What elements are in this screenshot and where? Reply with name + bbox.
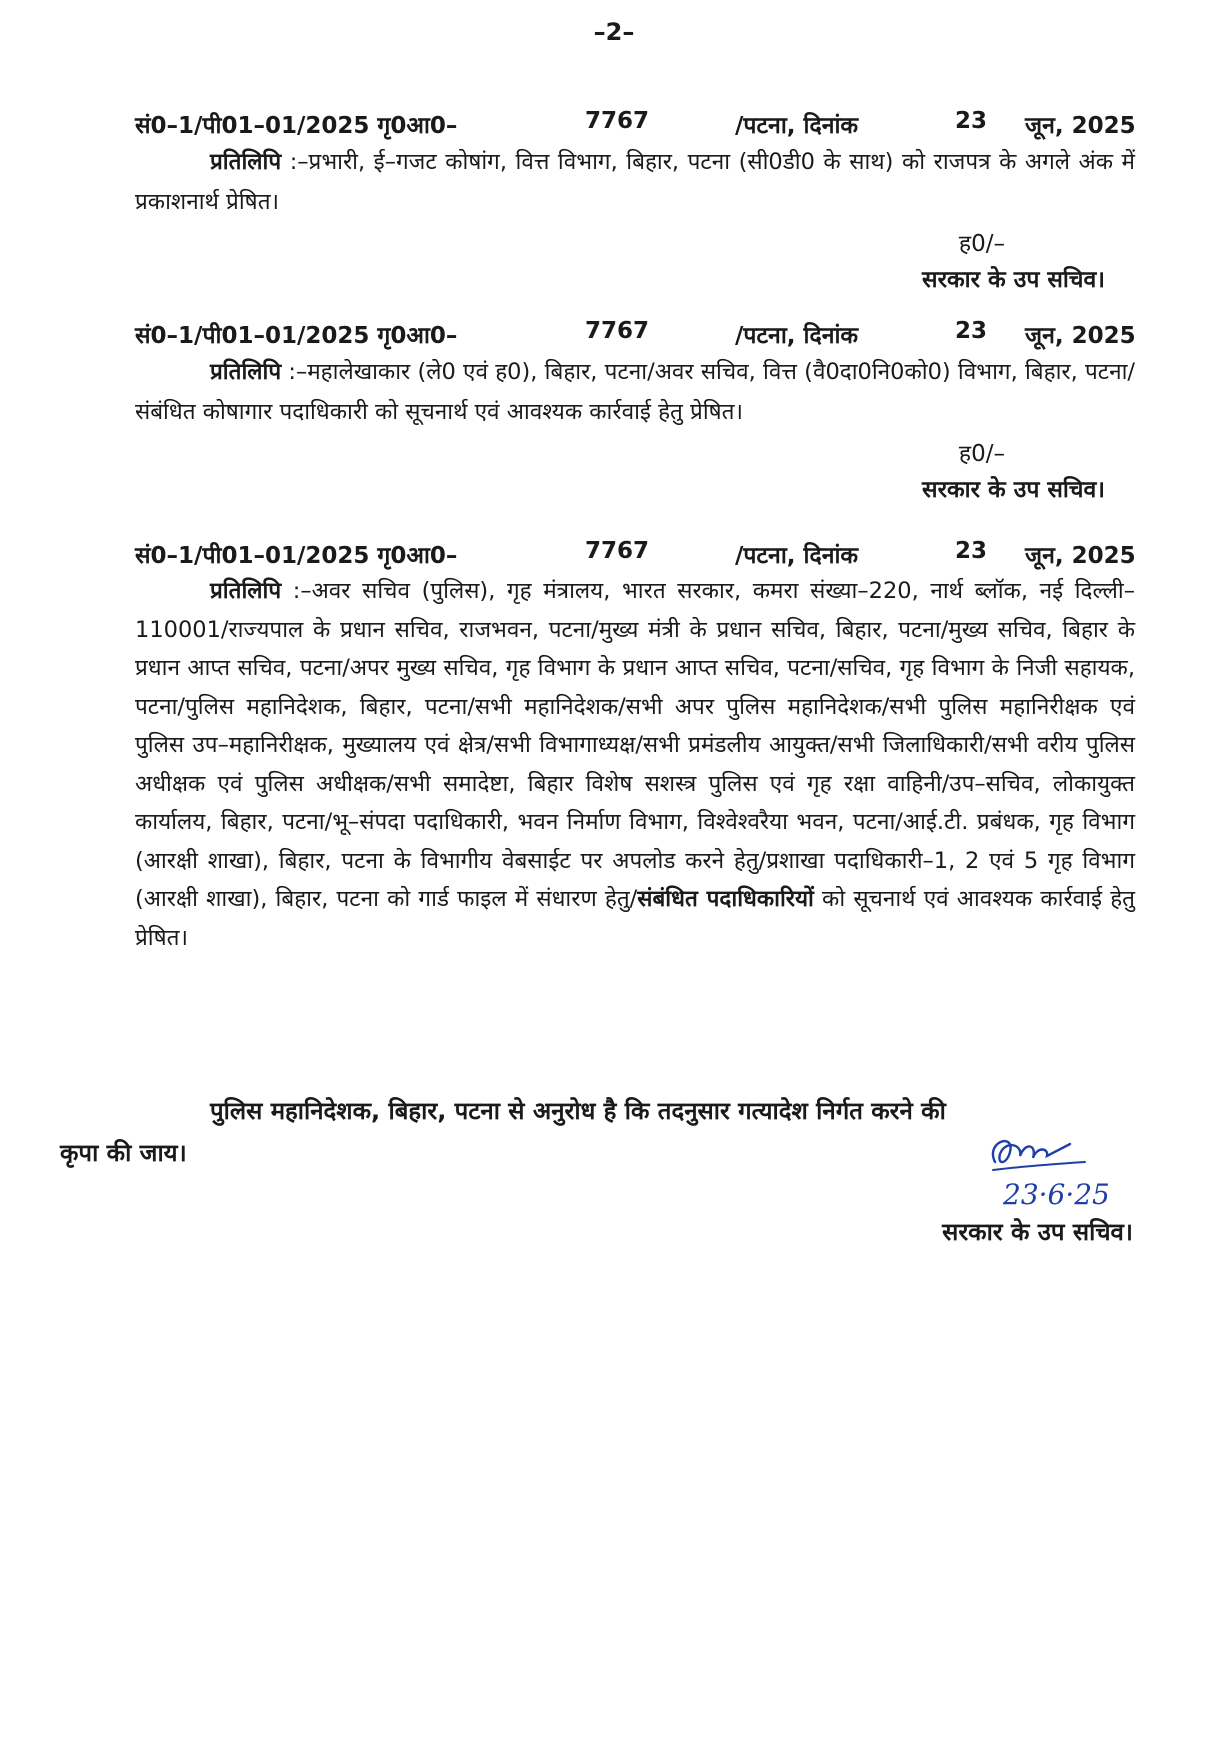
date-month-year: जून, 2025 bbox=[1025, 113, 1136, 139]
date-day: 23 bbox=[955, 318, 988, 344]
copy-paragraph bbox=[135, 142, 1135, 222]
copy-label: प्रतिलिपि bbox=[210, 578, 282, 604]
date-day: 23 bbox=[955, 108, 988, 134]
reference-line bbox=[135, 108, 1135, 142]
reference-number: सं0–1/पी01–01/2025 गृ0आ0– bbox=[135, 113, 458, 139]
copy-paragraph bbox=[135, 352, 1135, 432]
signed-mark: ह0/– bbox=[958, 231, 1005, 257]
copy-body: :–प्रभारी, ई–गजट कोषांग, वित्त विभाग, बिहार, पटना (सी0डी0 के साथ) को राजपत्र के अगले अंक में प्रकाशनार्थ प्रेषित। bbox=[135, 149, 1135, 215]
request-tail: कृपा की जाय। bbox=[60, 1139, 187, 1167]
copy-label: प्रतिलिपि bbox=[210, 359, 282, 385]
memo-number: 7767 bbox=[585, 318, 650, 344]
reference-line bbox=[135, 318, 1135, 352]
reference-line bbox=[135, 538, 1135, 572]
copy-body: :–अवर सचिव (पुलिस), गृह मंत्रालय, भारत सरकार, कमरा संख्या–220, नार्थ ब्लॉक, नई दिल्ली–110001/राज्यपाल के प्रधान सचिव, राजभवन, पटना/मुख्य मंत्री के प्रधान सचिव, बिहार, पटना/मुख्य सचिव, बिहार के प्रधान आप्त सचिव, पटना/अपर मुख्य सचिव, गृह विभाग के प्रधान आप्त सचिव, पटना/सचिव, गृह विभाग के निजी सहायक, पटना/पुलिस महानिदेशक, बिहार, पटना/सभी महानिदेशक/सभी अपर पुलिस महानिदेशक/सभी पुलिस महानिरीक्षक एवं पुलिस उप–महानिरीक्षक, मुख्यालय एवं क्षेत्र/सभी विभागाध्यक्ष/सभी प्रमंडलीय आयुक्त/सभी जिलाधिकारी/सभी वरीय पुलिस अधीक्षक एवं पुलिस अधीक्षक/सभी समादेष्टा, बिहार विशेष सशस्त्र पुलिस एवं गृह रक्षा वाहिनी/उप–सचिव, लोकायुक्त कार्यालय, बिहार, पटना/भू–संपदा पदाधिकारी, भवन निर्माण विभाग, विश्वेश्वरैया भवन, पटना/आई.टी. प्रबंधक, गृह विभाग (आरक्षी शाखा), बिहार, पटना के विभागीय वेबसाईट पर अपलोड करने हेतु/प्रशाखा पदाधिकारी–1, 2 एवं 5 गृह विभाग (आरक्षी शाखा), बिहार, पटना को गार्ड फाइल में संधारण हेतु/ bbox=[135, 578, 1135, 912]
copy-body: :–महालेखाकार (ले0 एवं ह0), बिहार, पटना/अवर सचिव, वित्त (वै0दा0नि0को0) विभाग, बिहार, पटना/संबंधित कोषागार पदाधिकारी को सूचनार्थ एवं आवश्यक कार्रवाई हेतु प्रेषित। bbox=[135, 359, 1135, 425]
signatory-title: सरकार के उप सचिव। bbox=[922, 267, 1105, 293]
page-number: –2– bbox=[593, 18, 635, 46]
copy-section-1 bbox=[135, 108, 1135, 302]
date-month-year: जून, 2025 bbox=[1025, 543, 1136, 569]
date-day: 23 bbox=[955, 538, 988, 564]
place-label: /पटना, दिनांक bbox=[735, 113, 859, 139]
handwritten-signature bbox=[975, 1122, 1135, 1214]
signature-date: 23·6·25 bbox=[1003, 1178, 1110, 1211]
copy-section-2 bbox=[135, 318, 1135, 512]
reference-number: सं0–1/पी01–01/2025 गृ0आ0– bbox=[135, 323, 458, 349]
copy-section-3 bbox=[135, 538, 1135, 957]
place-label: /पटना, दिनांक bbox=[735, 543, 859, 569]
place-label: /पटना, दिनांक bbox=[735, 323, 859, 349]
date-month-year: जून, 2025 bbox=[1025, 323, 1136, 349]
signatory-title: सरकार के उप सचिव। bbox=[922, 477, 1105, 503]
reference-number: सं0–1/पी01–01/2025 गृ0आ0– bbox=[135, 543, 458, 569]
copy-body-bold: संबंधित पदाधिकारियों bbox=[637, 886, 814, 912]
copy-body-tail: को सूचनार्थ एवं आवश्यक कार्रवाई हेतु प्रेषित। bbox=[135, 886, 1136, 951]
copy-label: प्रतिलिपि bbox=[210, 149, 282, 175]
copy-paragraph bbox=[135, 572, 1135, 957]
memo-number: 7767 bbox=[585, 108, 650, 134]
signed-mark: ह0/– bbox=[958, 441, 1005, 467]
final-signatory-title: सरकार के उप सचिव। bbox=[942, 1218, 1133, 1246]
memo-number: 7767 bbox=[585, 538, 650, 564]
request-text: पुलिस महानिदेशक, बिहार, पटना से अनुरोध है कि तदनुसार गत्यादेश निर्गत करने की bbox=[210, 1097, 946, 1125]
